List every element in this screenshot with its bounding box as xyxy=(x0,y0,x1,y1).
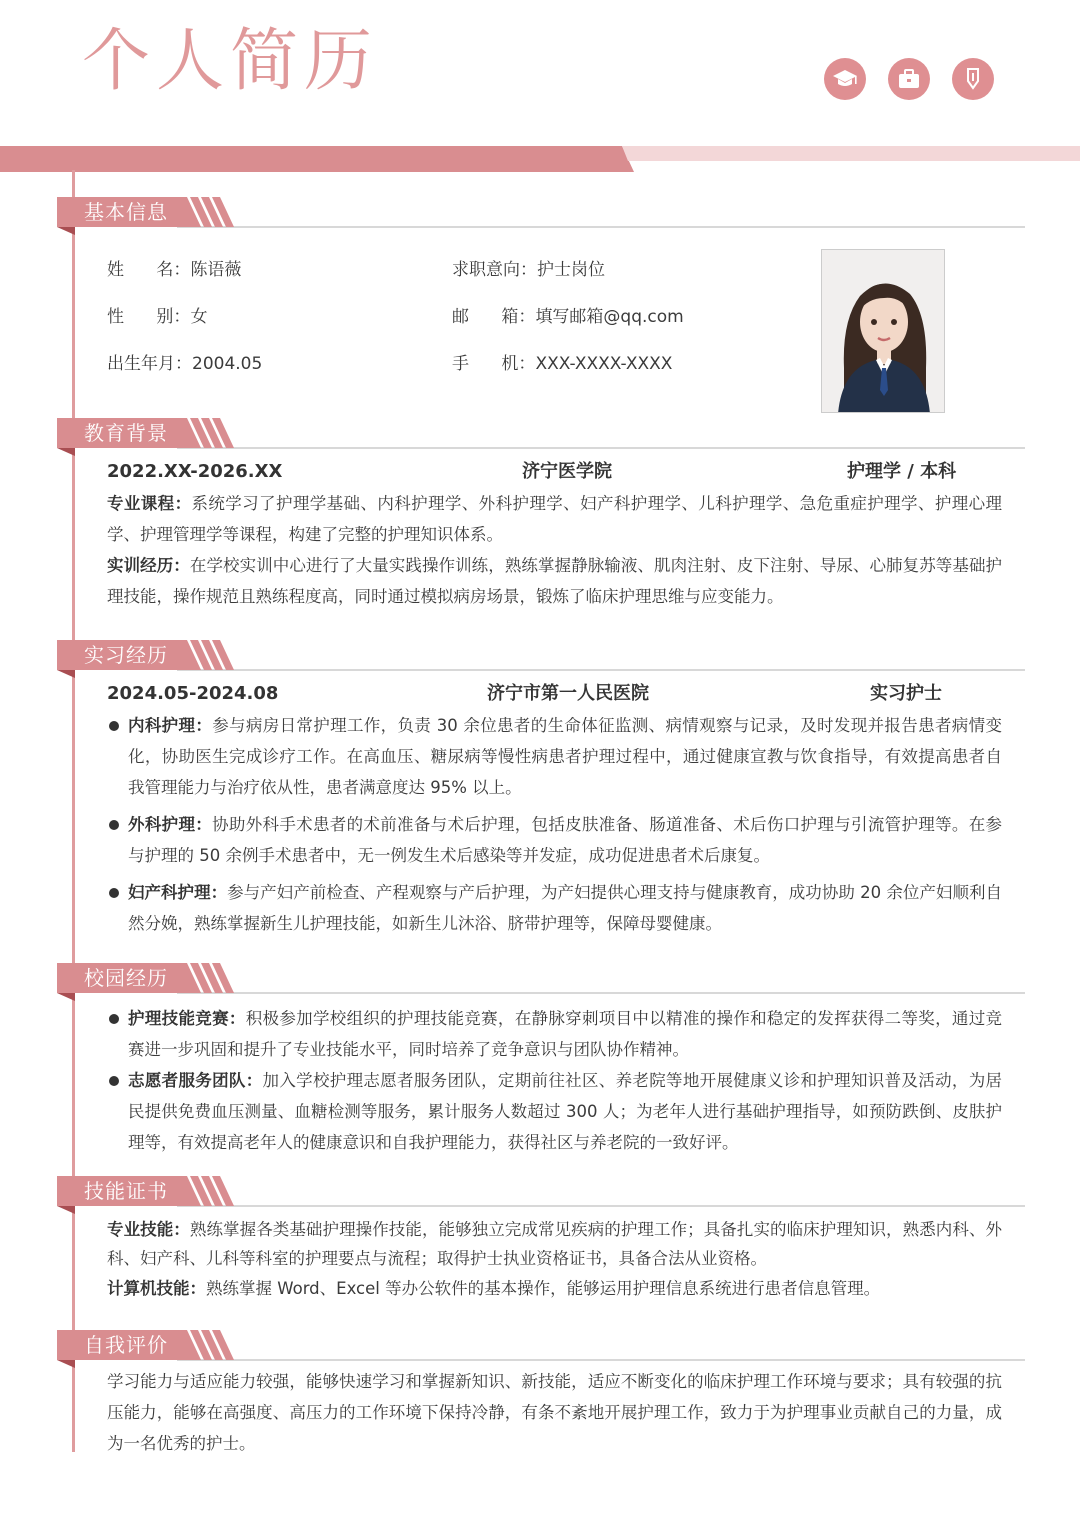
item-label: 外科护理： xyxy=(128,815,213,834)
gender-value: 女 xyxy=(190,307,208,327)
internship-row xyxy=(107,681,997,707)
intent-label: 求职意向： xyxy=(452,260,537,280)
education-school: 济宁医学院 xyxy=(522,461,612,482)
bullet-dot xyxy=(109,721,119,731)
item-text: 加入学校护理志愿者服务团队，定期前往社区、养老院等地开展健康义诊和护理知识普及活动，为居民提供免费血压测量、血糖检测等服务，累计服务人数超过 300 人；为老年人进行基础护理指导，如预防跌倒、皮肤护理等，有效提高老年人的健康意识和自我护理能力，获得社区与养老院的一致好评。 xyxy=(128,1071,1003,1152)
internship-item xyxy=(107,809,1002,871)
name-value: 陈语薇 xyxy=(190,260,242,280)
item-label: 志愿者服务团队： xyxy=(128,1071,263,1090)
header-icons xyxy=(824,58,994,100)
education-practice xyxy=(107,550,1002,612)
education-period: 2022.XX-2026.XX xyxy=(107,461,283,482)
item-text: 参与产妇产前检查、产程观察与产后护理，为产妇提供心理支持与健康教育，成功协助 20 余位产妇顺利自然分娩，熟练掌握新生儿护理技能，如新生儿沐浴、脐带护理等，保障母婴健康。 xyxy=(128,883,1002,933)
timeline-line xyxy=(72,170,75,1452)
campus-item xyxy=(107,1003,1002,1065)
profile-photo xyxy=(821,249,945,413)
graduation-cap-icon xyxy=(824,58,866,100)
skills-pro-label: 专业技能： xyxy=(107,1220,190,1239)
internship-period: 2024.05-2024.08 xyxy=(107,683,279,704)
section-title: 自我评价 xyxy=(84,1333,168,1357)
internship-role: 实习护士 xyxy=(870,683,942,704)
section-header-basic xyxy=(57,197,1025,239)
gender-row xyxy=(107,306,207,328)
skills-pro-text: 熟练掌握各类基础护理操作技能，能够独立完成常见疾病的护理工作；具备扎实的临床护理知识，熟悉内科、外科、妇产科、儿科等科室的护理要点与流程；取得护士执业资格证书，具备合法从业资格。 xyxy=(107,1220,1003,1268)
email-label: 邮 箱： xyxy=(452,307,536,327)
bullet-dot xyxy=(109,1014,119,1024)
resume-title: 个人简历 xyxy=(82,22,379,101)
skills-professional xyxy=(107,1215,1002,1273)
education-courses xyxy=(107,488,1002,550)
item-label: 妇产科护理： xyxy=(128,883,228,902)
section-header-internship xyxy=(57,640,1025,682)
gender-label: 性 别： xyxy=(107,307,191,327)
intent-row xyxy=(452,259,605,281)
section-title: 基本信息 xyxy=(84,200,168,224)
section-header-campus xyxy=(57,963,1025,1005)
education-row xyxy=(107,459,997,485)
section-title: 校园经历 xyxy=(84,966,168,990)
item-label: 护理技能竞赛： xyxy=(128,1009,246,1028)
phone-label: 手 机： xyxy=(452,354,536,374)
birth-row xyxy=(107,353,262,375)
bullet-dot xyxy=(109,1076,119,1086)
phone-value: XXX-XXXX-XXXX xyxy=(535,354,673,374)
name-label: 姓 名： xyxy=(107,260,191,280)
section-header-skills xyxy=(57,1176,1025,1218)
intent-value: 护士岗位 xyxy=(537,260,605,280)
item-text: 协助外科手术患者的术前准备与术后护理，包括皮肤准备、肠道准备、术后伤口护理与引流管护理等。在参与护理的 50 余例手术患者中，无一例发生术后感染等并发症，成功促进患者术后康复。 xyxy=(128,815,1003,865)
practice-text: 在学校实训中心进行了大量实践操作训练，熟练掌握静脉输液、肌肉注射、皮下注射、导尿、心肺复苏等基础护理技能，操作规范且熟练程度高，同时通过模拟病房场景，锻炼了临床护理思维与应变能力。 xyxy=(107,556,1003,606)
bullet-dot xyxy=(109,820,119,830)
campus-item xyxy=(107,1065,1002,1158)
email-value: 填写邮箱@qq.com xyxy=(535,307,684,327)
internship-item xyxy=(107,877,1002,939)
birth-value: 2004.05 xyxy=(192,354,263,374)
item-text: 积极参加学校组织的护理技能竞赛，在静脉穿刺项目中以精准的操作和稳定的发挥获得二等奖，通过竞赛进一步巩固和提升了专业技能水平，同时培养了竞争意识与团队协作精神。 xyxy=(128,1009,1003,1059)
section-title: 实习经历 xyxy=(84,643,168,667)
practice-label: 实训经历： xyxy=(107,556,190,575)
courses-label: 专业课程： xyxy=(107,494,192,513)
skills-pc-label: 计算机技能： xyxy=(107,1279,206,1298)
skills-pc-text: 熟练掌握 Word、Excel 等办公软件的基本操作，能够运用护理信息系统进行患者信息管理。 xyxy=(206,1279,881,1298)
section-title: 技能证书 xyxy=(84,1179,168,1203)
self-evaluation: 学习能力与适应能力较强，能够快速学习和掌握新知识、新技能，适应不断变化的临床护理工作环境与要求；具有较强的抗压能力，能够在高强度、高压力的工作环境下保持冷静，有条不紊地开展护理工作，致力于为护理事业贡献自己的力量，成为一名优秀的护士。 xyxy=(107,1372,1002,1453)
birth-label: 出生年月： xyxy=(107,354,192,374)
briefcase-icon xyxy=(888,58,930,100)
section-title: 教育背景 xyxy=(84,421,168,445)
top-banner xyxy=(0,146,1080,172)
internship-item xyxy=(107,710,1002,803)
bullet-dot xyxy=(109,888,119,898)
section-header-education xyxy=(57,418,1025,460)
courses-text: 系统学习了护理学基础、内科护理学、外科护理学、妇产科护理学、儿科护理学、急危重症护理学、护理心理学、护理管理学等课程，构建了完整的护理知识体系。 xyxy=(107,494,1003,544)
name-row xyxy=(107,259,241,281)
internship-org: 济宁市第一人民医院 xyxy=(487,683,649,704)
education-major: 护理学 / 本科 xyxy=(847,461,957,482)
skills-computer xyxy=(107,1274,1002,1303)
email-row xyxy=(452,306,684,328)
phone-row xyxy=(452,353,672,375)
pen-icon xyxy=(952,58,994,100)
item-label: 内科护理： xyxy=(128,716,213,735)
item-text: 参与病房日常护理工作，负责 30 余位患者的生命体征监测、病情观察与记录，及时发现并报告患者病情变化，协助医生完成诊疗工作。在高血压、糖尿病等慢性病患者护理过程中，通过健康宣教与饮食指导，有效提高患者自我管理能力与治疗依从性，患者满意度达 95% 以上。 xyxy=(128,716,1002,797)
